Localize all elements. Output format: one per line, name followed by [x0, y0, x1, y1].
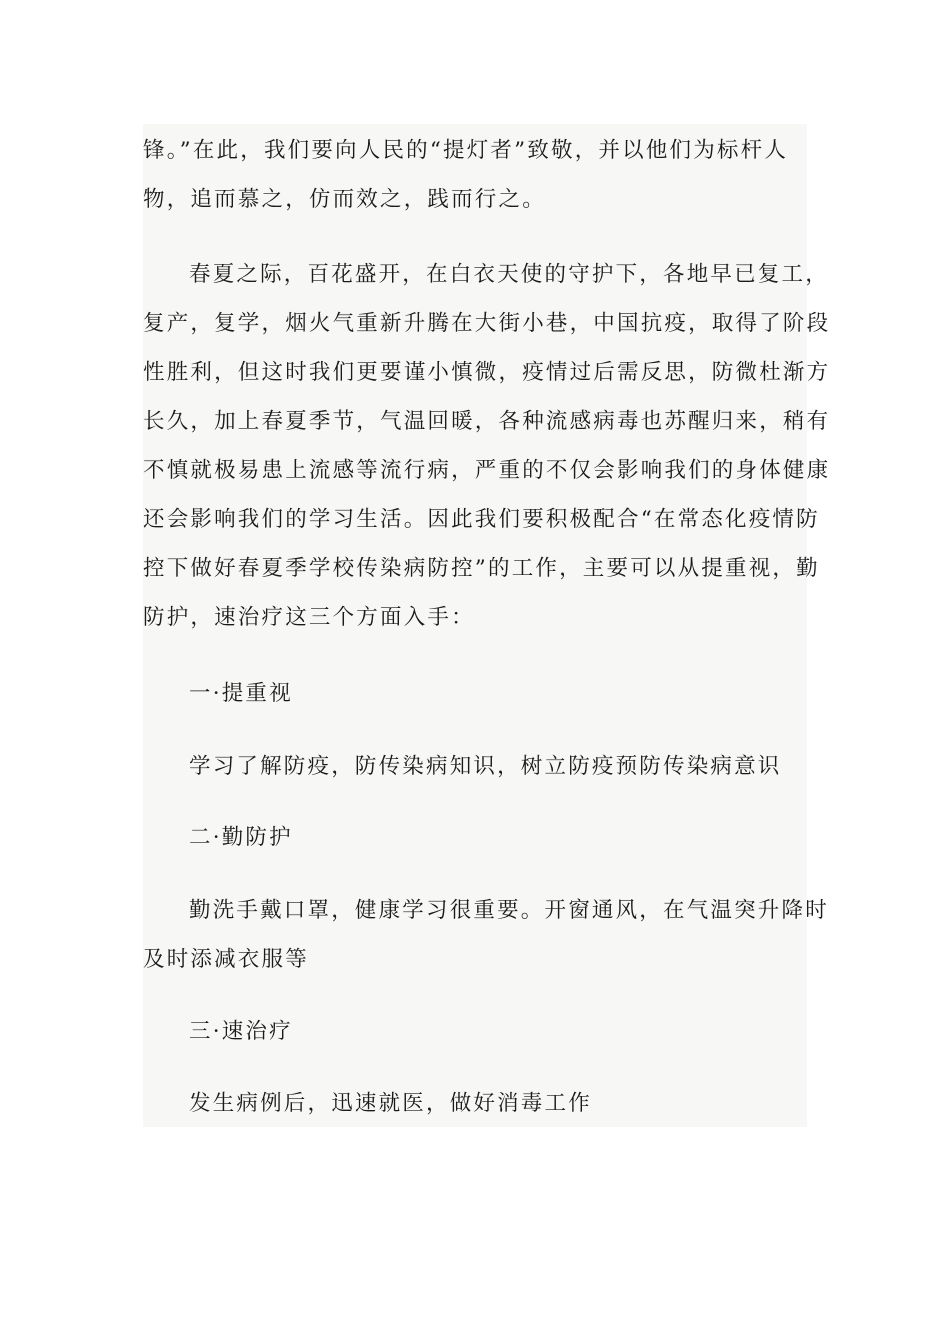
section-heading: 一·提重视: [189, 681, 293, 706]
section-heading: 二·勤防护: [189, 825, 293, 850]
text-line: 锋。”在此，我们要向人民的“提灯者”致敬，并以他们为标杆人: [143, 138, 789, 163]
section-heading-1: [143, 669, 807, 718]
section-heading: 三·速治疗: [189, 1019, 293, 1044]
text-line: 控下做好春夏季学校传染病防控”的工作，主要可以从提重视，勤: [143, 556, 820, 581]
section-body-2: [143, 886, 829, 984]
section-body-3: [143, 1079, 807, 1128]
section-heading-3: [143, 1007, 807, 1056]
main-paragraph: [143, 250, 831, 642]
text-line: 长久，加上春夏季节，气温回暖，各种流感病毒也苏醒归来，稍有: [143, 409, 831, 434]
text-line: 不慎就极易患上流感等流行病，严重的不仅会影响我们的身体健康: [143, 458, 831, 483]
text-line: 复产，复学，烟火气重新升腾在大街小巷，中国抗疫，取得了阶段: [143, 311, 831, 336]
text-line: 发生病例后，迅速就医，做好消毒工作: [189, 1091, 592, 1116]
document-page: [143, 124, 831, 1127]
text-line: 学习了解防疫，防传染病知识，树立防疫预防传染病意识: [189, 754, 782, 779]
intro-paragraph: [143, 126, 807, 224]
text-line: 性胜利，但这时我们更要谨小慎微，疫情过后需反思，防微杜渐方: [143, 360, 831, 385]
text-line: 及时添减衣服等: [143, 947, 309, 972]
text-line: 勤洗手戴口罩，健康学习很重要。开窗通风，在气温突升降时: [189, 898, 829, 923]
section-body-1: [143, 742, 807, 791]
text-line: 春夏之际，百花盛开，在白衣天使的守护下，各地早已复工，: [189, 262, 829, 287]
text-line: 防护，速治疗这三个方面入手：: [143, 605, 475, 630]
text-line: 物，追而慕之，仿而效之，践而行之。: [143, 187, 546, 212]
section-heading-2: [143, 813, 807, 862]
text-line: 还会影响我们的学习生活。因此我们要积极配合“在常态化疫情防: [143, 507, 820, 532]
